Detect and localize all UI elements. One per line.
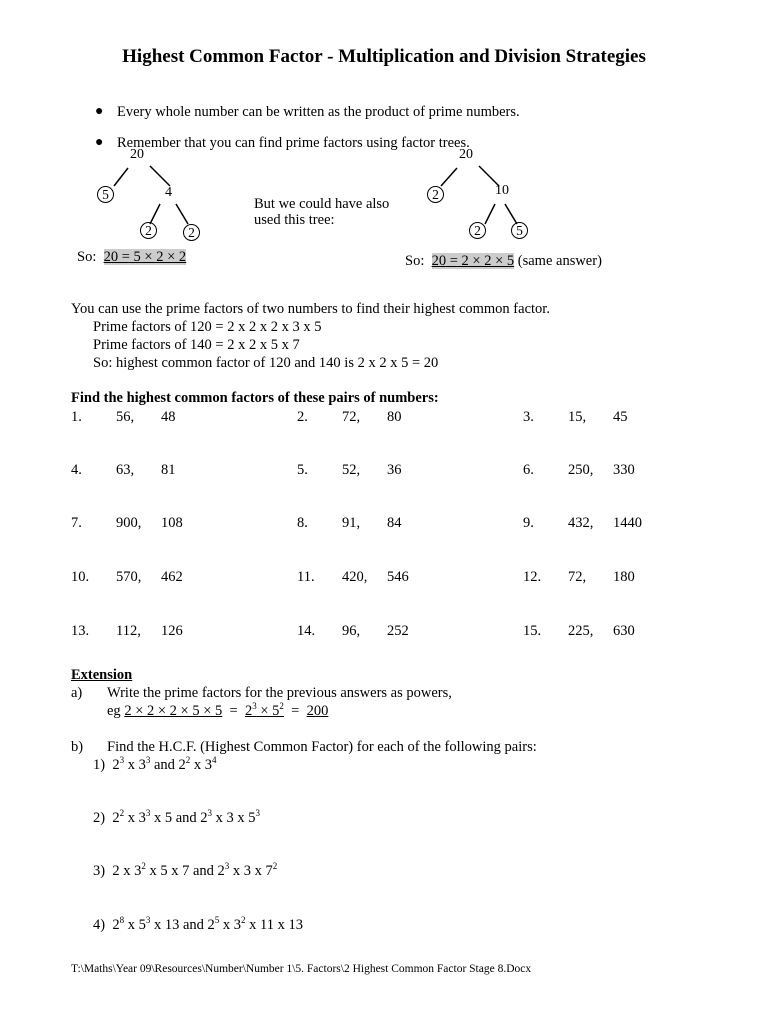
extension-example <box>107 703 328 720</box>
question-first-number: 91, <box>342 515 361 531</box>
question-second-number: 36 <box>387 462 402 478</box>
eg-powers: $2^3 \times 5^2$ <box>244 701 284 719</box>
eg-result: 200 <box>306 703 329 719</box>
question-first-number: 900, <box>116 515 142 531</box>
pair-2: 2) $2^2$ x $3^3$ x 5 and $2^3$ x 3 x $5^3$ <box>93 808 261 826</box>
tree-1-mid: 4 <box>165 185 172 200</box>
footer-path: T:\Maths\Year 09\Resources\Number\Number 1\5. Factors\2 Highest Common Factor Stage 8.Docx <box>71 963 532 975</box>
question-number: 4. <box>71 462 82 478</box>
tree-2-so-label: So: <box>405 253 425 269</box>
question-second-number: 546 <box>387 569 409 585</box>
example-line-3: So: highest common factor of 120 and 140 is 2 x 2 x 5 = 20 <box>93 355 439 371</box>
question-second-number: 252 <box>387 623 409 639</box>
question-number: 12. <box>523 569 542 585</box>
question-first-number: 72, <box>342 409 361 425</box>
extension-b-text: Find the H.C.F. (Highest Common Factor) for each of the following pairs: <box>107 739 537 755</box>
extension-b-label: b) <box>71 739 84 755</box>
question-second-number: 330 <box>613 462 635 478</box>
question-first-number: 56, <box>116 409 135 425</box>
bullet-2: ● Remember that you can find prime factors using factor trees. <box>117 135 470 152</box>
tree-1-leaf-2a: 2 <box>140 222 157 239</box>
tree-1-root: 20 <box>130 147 144 162</box>
tree-1-equation: 20 = 5 × 2 × 2 <box>103 249 187 265</box>
intro-text: You can use the prime factors of two numbers to find their highest common factor. <box>71 301 550 317</box>
bullet-1: ● Every whole number can be written as the product of prime numbers. <box>117 104 520 121</box>
question-number: 7. <box>71 515 82 531</box>
question-second-number: 80 <box>387 409 402 425</box>
extension-a-label: a) <box>71 685 83 701</box>
tree-1-leaf-2b: 2 <box>183 224 200 241</box>
tree-2-suffix: (same answer) <box>514 253 602 269</box>
tree-1-leaf-5: 5 <box>97 186 114 203</box>
tree-2-leaf-2b: 2 <box>469 222 486 239</box>
question-number: 14. <box>297 623 316 639</box>
tree-2-mid: 10 <box>495 183 509 198</box>
pair-4: 4) $2^8$ x $5^3$ x 13 and $2^5$ x $3^2$ x 11 x 13 <box>93 915 303 933</box>
tree-2-root: 20 <box>459 147 473 162</box>
question-first-number: 420, <box>342 569 368 585</box>
question-second-number: 630 <box>613 623 635 639</box>
question-number: 13. <box>71 623 90 639</box>
tree-note-line-2: used this tree: <box>254 212 335 228</box>
question-number: 3. <box>523 409 534 425</box>
pair-4-label: 4) <box>93 917 106 933</box>
question-first-number: 250, <box>568 462 594 478</box>
extension-heading: Extension <box>71 667 133 683</box>
example-line-1: Prime factors of 120 = 2 x 2 x 2 x 3 x 5 <box>93 319 322 335</box>
question-first-number: 112, <box>116 623 141 639</box>
question-number: 6. <box>523 462 534 478</box>
tree-1-result <box>77 249 186 266</box>
question-first-number: 63, <box>116 462 135 478</box>
tree-1-so-label: So: <box>77 249 97 265</box>
question-second-number: 108 <box>161 515 183 531</box>
question-number: 11. <box>297 569 315 585</box>
question-number: 5. <box>297 462 308 478</box>
question-number: 1. <box>71 409 82 425</box>
question-number: 15. <box>523 623 542 639</box>
question-number: 8. <box>297 515 308 531</box>
question-second-number: 126 <box>161 623 183 639</box>
tree-2-equation: 20 = 2 × 2 × 5 <box>431 253 515 269</box>
extension-a-text: Write the prime factors for the previous answers as powers, <box>107 685 452 701</box>
question-first-number: 52, <box>342 462 361 478</box>
question-first-number: 15, <box>568 409 587 425</box>
pair-2-label: 2) <box>93 810 106 826</box>
question-second-number: 1440 <box>613 515 642 531</box>
eg-equals-1: = <box>229 703 238 719</box>
tree-note-line-1: But we could have also <box>254 196 390 212</box>
question-first-number: 96, <box>342 623 361 639</box>
exercise-heading: Find the highest common factors of these pairs of numbers: <box>71 390 439 406</box>
question-first-number: 432, <box>568 515 594 531</box>
page-title: Highest Common Factor - Multiplication and Division Strategies <box>122 46 646 67</box>
question-number: 9. <box>523 515 534 531</box>
pair-1-label: 1) <box>93 757 106 773</box>
question-second-number: 81 <box>161 462 176 478</box>
example-line-2: Prime factors of 140 = 2 x 2 x 5 x 7 <box>93 337 300 353</box>
tree-2-result <box>405 253 602 270</box>
tree-2-leaf-2: 2 <box>427 186 444 203</box>
question-first-number: 72, <box>568 569 587 585</box>
question-second-number: 48 <box>161 409 176 425</box>
question-second-number: 45 <box>613 409 628 425</box>
pair-1: 1) $2^3$ x $3^3$ and $2^2$ x $3^4$ <box>93 755 217 773</box>
question-second-number: 180 <box>613 569 635 585</box>
question-first-number: 225, <box>568 623 594 639</box>
question-second-number: 84 <box>387 515 402 531</box>
pair-3: 3) 2 x $3^2$ x 5 x 7 and $2^3$ x 3 x $7^2$ <box>93 861 278 879</box>
question-first-number: 570, <box>116 569 142 585</box>
question-number: 2. <box>297 409 308 425</box>
pair-3-label: 3) <box>93 863 106 879</box>
eg-product: 2 × 2 × 2 × 5 × 5 <box>124 703 223 719</box>
question-number: 10. <box>71 569 90 585</box>
question-second-number: 462 <box>161 569 183 585</box>
tree-2-leaf-5: 5 <box>511 222 528 239</box>
eg-equals-2: = <box>291 703 300 719</box>
eg-label: eg <box>107 703 121 719</box>
